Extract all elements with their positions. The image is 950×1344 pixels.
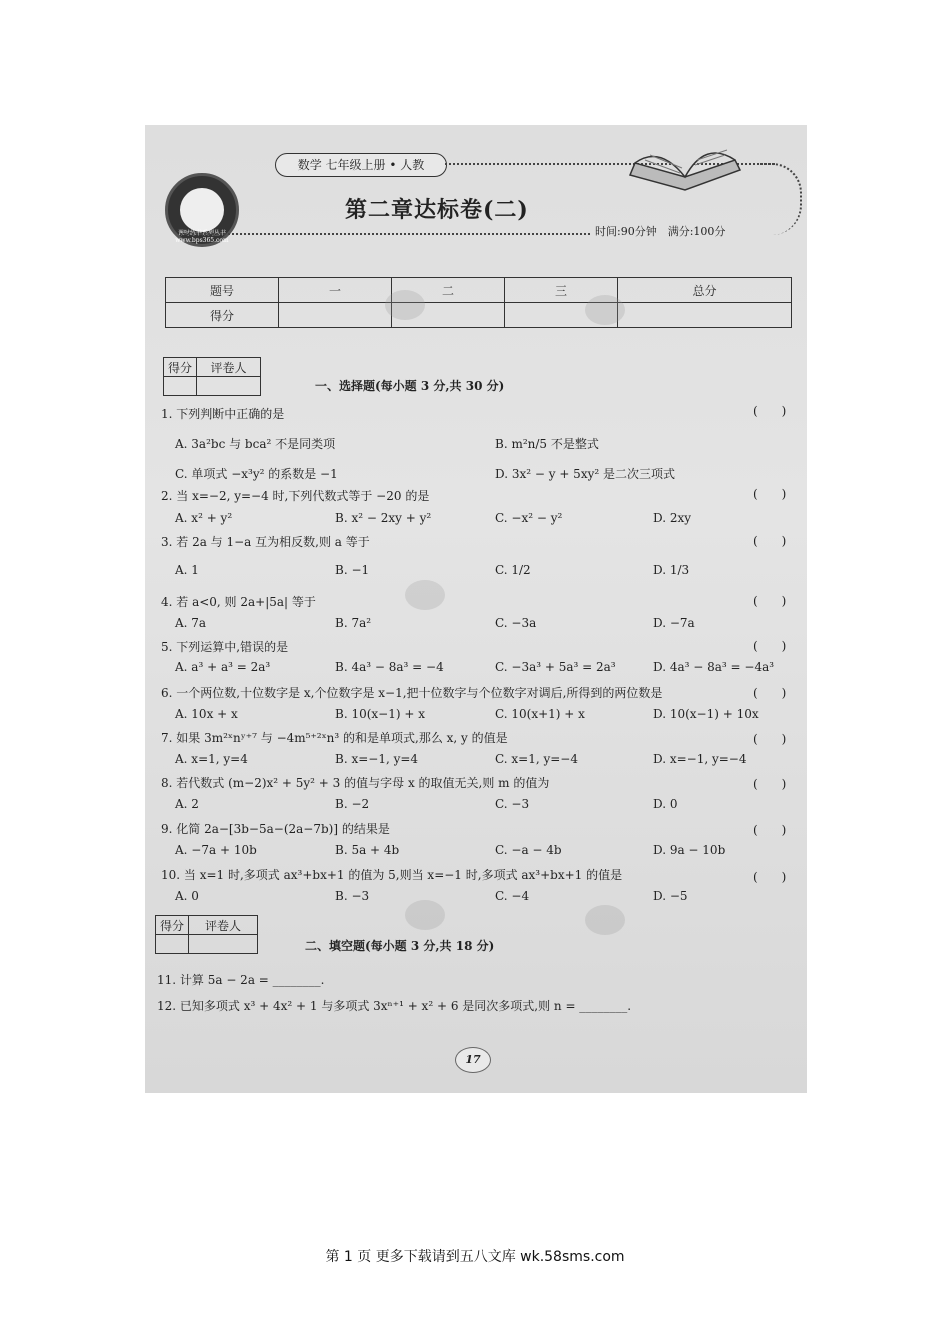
series-label: 数学 七年级上册 • 人教 <box>275 153 447 177</box>
question-1-option: A. 3a²bc 与 bca² 不是同类项 <box>175 437 336 451</box>
seal-book-icon <box>180 188 224 232</box>
answer-paren: ( ) <box>753 732 787 746</box>
scanned-page <box>145 125 807 1093</box>
time-info: 时间:90分钟 满分:100分 <box>595 225 726 238</box>
question-7-option: B. x=−1, y=4 <box>335 752 419 766</box>
watermark <box>405 900 445 930</box>
answer-paren: ( ) <box>753 639 787 653</box>
question-3-option: B. −1 <box>335 563 370 577</box>
answer-paren: ( ) <box>753 777 787 791</box>
question-10-stem: 10. 当 x=1 时,多项式 ax³+bx+1 的值为 5,则当 x=−1 时,多项式 ax³+bx+1 的值是 <box>161 868 623 882</box>
question-12: 12. 已知多项式 x³ + 4x² + 1 与多项式 3xⁿ⁺¹ + x² + 6 是同次多项式,则 n = ________. <box>157 999 632 1013</box>
answer-paren: ( ) <box>753 823 787 837</box>
section2-title: 二、填空题(每小题 3 分,共 18 分) <box>305 939 495 953</box>
section1-title: 一、选择题(每小题 3 分,共 30 分) <box>315 379 505 393</box>
cell <box>164 377 197 396</box>
question-10-option: A. 0 <box>175 889 199 903</box>
page-title: 第二章达标卷(二) <box>345 197 529 223</box>
question-6-option: B. 10(x−1) + x <box>335 707 425 721</box>
question-7-option: C. x=1, y=−4 <box>495 752 578 766</box>
question-11: 11. 计算 5a − 2a = ________. <box>157 973 325 987</box>
score-table <box>165 277 792 328</box>
question-10-option: D. −5 <box>653 889 688 903</box>
watermark <box>385 290 425 320</box>
cell: 得分 <box>166 303 279 328</box>
question-3-stem: 3. 若 2a 与 1−a 互为相反数,则 a 等于 <box>161 535 370 549</box>
question-5-option: B. 4a³ − 8a³ = −4 <box>335 660 444 674</box>
cell: 题号 <box>166 278 279 303</box>
answer-paren: ( ) <box>753 487 787 501</box>
question-2-option: A. x² + y² <box>175 511 233 525</box>
answer-paren: ( ) <box>753 594 787 608</box>
question-6-option: C. 10(x+1) + x <box>495 707 585 721</box>
table-row <box>166 278 792 303</box>
question-9-option: A. −7a + 10b <box>175 843 257 857</box>
question-6-stem: 6. 一个两位数,十位数字是 x,个位数字是 x−1,把十位数字与个位数字对调后,所得到的两位数是 <box>161 686 663 700</box>
watermark <box>585 905 625 935</box>
cell <box>618 303 792 328</box>
question-4-option: C. −3a <box>495 616 537 630</box>
question-1-option: C. 单项式 −x³y² 的系数是 −1 <box>175 467 338 481</box>
question-3-option: D. 1/3 <box>653 563 690 577</box>
question-9-option: C. −a − 4b <box>495 843 562 857</box>
cell: 总分 <box>618 278 792 303</box>
cell <box>279 303 392 328</box>
question-8-option: A. 2 <box>175 797 199 811</box>
table-row <box>166 303 792 328</box>
question-4-stem: 4. 若 a<0, 则 2a+|5a| 等于 <box>161 595 316 609</box>
question-1-option: D. 3x² − y + 5xy² 是二次三项式 <box>495 467 675 481</box>
seal-text: 课时练书系列丛书 www.bps365.com <box>175 230 229 244</box>
question-1-option: B. m²n/5 不是整式 <box>495 437 599 451</box>
question-8-stem: 8. 若代数式 (m−2)x² + 5y² + 3 的值与字母 x 的取值无关,则 m 的值为 <box>161 776 550 790</box>
cell <box>156 935 189 954</box>
grade-box-2 <box>155 915 258 954</box>
question-6-option: A. 10x + x <box>175 707 238 721</box>
question-2-stem: 2. 当 x=−2, y=−4 时,下列代数式等于 −20 的是 <box>161 489 430 503</box>
question-9-option: D. 9a − 10b <box>653 843 726 857</box>
question-10-option: C. −4 <box>495 889 530 903</box>
question-7-option: A. x=1, y=4 <box>175 752 248 766</box>
question-4-option: D. −7a <box>653 616 695 630</box>
dotted-border-bottom <box>180 233 590 235</box>
question-4-option: B. 7a² <box>335 616 372 630</box>
question-2-option: D. 2xy <box>653 511 692 525</box>
watermark <box>405 580 445 610</box>
grade-box-1 <box>163 357 261 396</box>
question-1-stem: 1. 下列判断中正确的是 <box>161 407 285 421</box>
question-2-option: B. x² − 2xy + y² <box>335 511 432 525</box>
question-8-option: D. 0 <box>653 797 678 811</box>
cell: 得分 <box>156 916 189 935</box>
watermark <box>585 295 625 325</box>
answer-paren: ( ) <box>753 534 787 548</box>
question-4-option: A. 7a <box>175 616 207 630</box>
question-5-stem: 5. 下列运算中,错误的是 <box>161 640 289 654</box>
cell: 评卷人 <box>197 358 261 377</box>
question-3-option: A. 1 <box>175 563 199 577</box>
question-8-option: B. −2 <box>335 797 370 811</box>
answer-paren: ( ) <box>753 870 787 884</box>
cell <box>189 935 258 954</box>
open-book-icon <box>625 135 745 205</box>
answer-paren: ( ) <box>753 404 787 418</box>
cell: 三 <box>505 278 618 303</box>
answer-paren: ( ) <box>753 686 787 700</box>
question-5-option: A. a³ + a³ = 2a³ <box>175 660 271 674</box>
cell: 二 <box>392 278 505 303</box>
question-3-option: C. 1/2 <box>495 563 531 577</box>
question-9-stem: 9. 化简 2a−[3b−5a−(2a−7b)] 的结果是 <box>161 822 390 836</box>
question-2-option: C. −x² − y² <box>495 511 563 525</box>
page-number: 17 <box>455 1047 491 1073</box>
publisher-seal <box>165 173 239 247</box>
cell: 得分 <box>164 358 197 377</box>
question-7-stem: 7. 如果 3m²ˣnʸ⁺⁷ 与 −4m⁵⁺²ˣn³ 的和是单项式,那么 x, y 的值是 <box>161 731 508 745</box>
cell: 一 <box>279 278 392 303</box>
footer-text: 第 1 页 更多下载请到五八文库 wk.58sms.com <box>325 1249 625 1265</box>
question-5-option: C. −3a³ + 5a³ = 2a³ <box>495 660 616 674</box>
cell: 评卷人 <box>189 916 258 935</box>
cell <box>197 377 261 396</box>
question-5-option: D. 4a³ − 8a³ = −4a³ <box>653 660 775 674</box>
question-10-option: B. −3 <box>335 889 370 903</box>
question-8-option: C. −3 <box>495 797 530 811</box>
question-9-option: B. 5a + 4b <box>335 843 400 857</box>
question-6-option: D. 10(x−1) + 10x <box>653 707 759 721</box>
question-7-option: D. x=−1, y=−4 <box>653 752 747 766</box>
